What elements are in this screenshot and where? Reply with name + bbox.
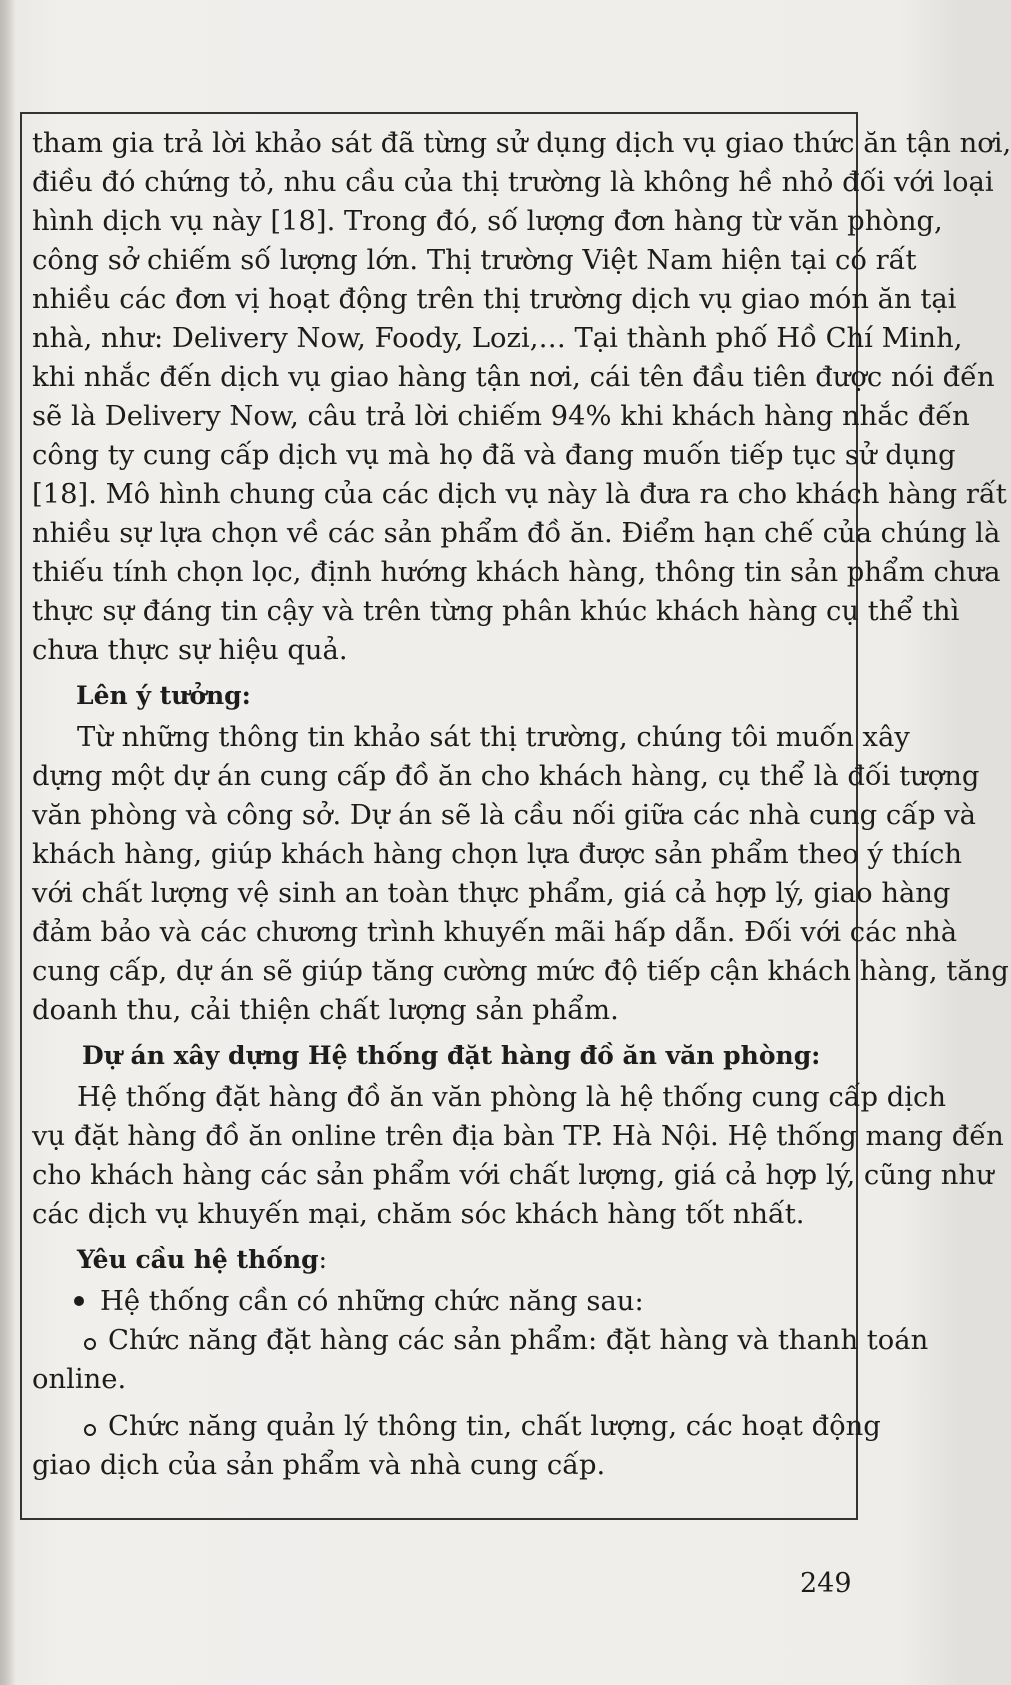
heading-project: Dự án xây dựng Hệ thống đặt hàng đồ ăn văn phòng: xyxy=(82,1041,821,1070)
text-line: khi nhắc đến dịch vụ giao hàng tận nơi, cái tên đầu tiên được nói đến xyxy=(32,362,995,393)
text-line: đảm bảo và các chương trình khuyến mãi hấp dẫn. Đối với các nhà xyxy=(32,917,958,948)
text-line: sẽ là Delivery Now, câu trả lời chiếm 94% khi khách hàng nhắc đến xyxy=(32,401,970,432)
bullet-icon xyxy=(74,1296,84,1306)
sub-item-line xyxy=(32,1321,929,1360)
sub-item-line: online. xyxy=(32,1364,127,1395)
text-line: nhiều sự lựa chọn về các sản phẩm đồ ăn. Điểm hạn chế của chúng là xyxy=(32,518,1001,549)
text-line: hình dịch vụ này [18]. Trong đó, số lượng đơn hàng từ văn phòng, xyxy=(32,206,943,237)
text-line: Hệ thống đặt hàng đồ ăn văn phòng là hệ thống cung cấp dịch xyxy=(77,1082,947,1113)
text-line: tham gia trả lời khảo sát đã từng sử dụng dịch vụ giao thức ăn tận nơi, xyxy=(32,128,1011,159)
text-line: chưa thực sự hiệu quả. xyxy=(32,635,348,666)
text-line: công ty cung cấp dịch vụ mà họ đã và đang muốn tiếp tục sử dụng xyxy=(32,440,956,471)
sub-item-text: Chức năng đặt hàng các sản phẩm: đặt hàng và thanh toán xyxy=(108,1325,929,1356)
text-line: với chất lượng vệ sinh an toàn thực phẩm, giá cả hợp lý, giao hàng xyxy=(32,878,951,909)
requirements-list xyxy=(32,1282,929,1485)
bullet-text: Hệ thống cần có những chức năng sau: xyxy=(100,1286,644,1317)
text-line: Từ những thông tin khảo sát thị trường, chúng tôi muốn xây xyxy=(77,722,910,753)
circle-bullet-icon xyxy=(84,1338,96,1350)
text-line: nhà, như: Delivery Now, Foody, Lozi,… Tại thành phố Hồ Chí Minh, xyxy=(32,323,963,354)
page-number: 249 xyxy=(800,1568,852,1599)
text-line: cho khách hàng các sản phẩm với chất lượng, giá cả hợp lý, cũng như xyxy=(32,1160,994,1191)
heading-requirements-text: Yêu cầu hệ thống xyxy=(77,1245,319,1274)
text-line: thiếu tính chọn lọc, định hướng khách hàng, thông tin sản phẩm chưa xyxy=(32,557,1001,588)
text-line: điều đó chứng tỏ, nhu cầu của thị trường là không hề nhỏ đối với loại xyxy=(32,167,994,198)
text-line: các dịch vụ khuyến mại, chăm sóc khách hàng tốt nhất. xyxy=(32,1199,805,1230)
paragraph-idea xyxy=(32,718,1009,1030)
paragraph-project xyxy=(32,1078,1004,1234)
text-line: doanh thu, cải thiện chất lượng sản phẩm. xyxy=(32,995,619,1026)
sub-item-line xyxy=(32,1407,881,1446)
sub-item-text: Chức năng quản lý thông tin, chất lượng, các hoạt động xyxy=(108,1411,881,1442)
text-line: văn phòng và công sở. Dự án sẽ là cầu nối giữa các nhà cung cấp và xyxy=(32,800,977,831)
text-line: cung cấp, dự án sẽ giúp tăng cường mức độ tiếp cận khách hàng, tăng xyxy=(32,956,1009,987)
text-line: công sở chiếm số lượng lớn. Thị trường Việt Nam hiện tại có rất xyxy=(32,245,917,276)
text-line: vụ đặt hàng đồ ăn online trên địa bàn TP. Hà Nội. Hệ thống mang đến xyxy=(32,1121,1004,1152)
heading-requirements xyxy=(32,1240,846,1280)
text-line: thực sự đáng tin cậy và trên từng phân khúc khách hàng cụ thể thì xyxy=(32,596,960,627)
text-line: [18]. Mô hình chung của các dịch vụ này là đưa ra cho khách hàng rất xyxy=(32,479,1007,510)
framed-text-box xyxy=(20,112,1011,1520)
page-gutter-shadow xyxy=(0,0,16,1685)
text-line: nhiều các đơn vị hoạt động trên thị trường dịch vụ giao món ăn tại xyxy=(32,284,957,315)
text-line: khách hàng, giúp khách hàng chọn lựa được sản phẩm theo ý thích xyxy=(32,839,963,870)
sub-item-line: giao dịch của sản phẩm và nhà cung cấp. xyxy=(32,1450,606,1481)
list-item xyxy=(32,1282,846,1321)
circle-bullet-icon xyxy=(84,1424,96,1436)
paragraph-market-survey xyxy=(32,124,1011,670)
text-line: dựng một dự án cung cấp đồ ăn cho khách hàng, cụ thể là đối tượng xyxy=(32,761,980,792)
heading-requirements-colon: : xyxy=(318,1245,328,1274)
heading-idea: Lên ý tưởng: xyxy=(76,681,251,710)
